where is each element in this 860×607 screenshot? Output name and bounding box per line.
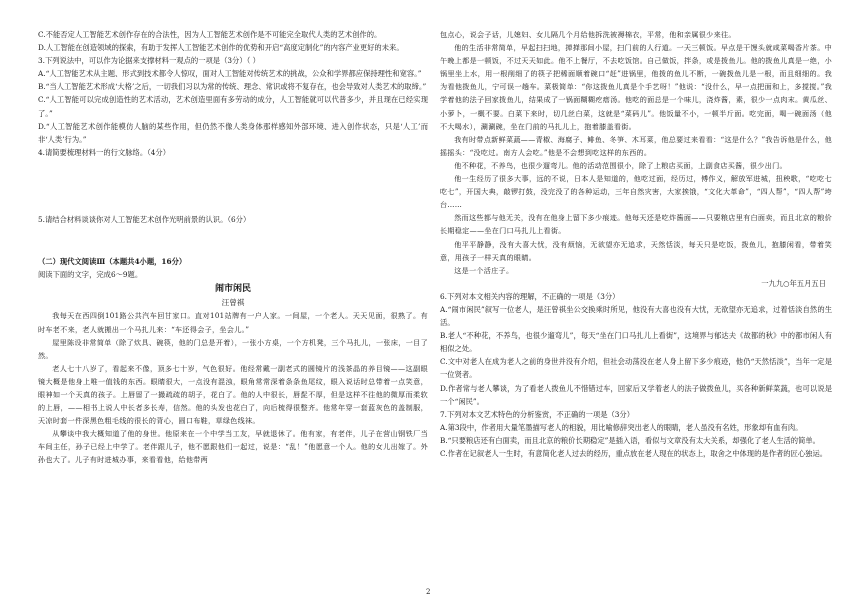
q3-option-d: D.“人工智能艺术创作能模仿人脑的某些作用，但仍然不像人类身体那样感知外部环境、进入创作状态，只是‘人工’而非‘人类’行为。”	[38, 121, 428, 144]
q6-option-a: A.“闹市闲民”叙写一位老人，是汪曾祺坐公交换乘时所见，他没有大喜也没有大忧，无欲望亦无追求，过着恬淡自然的生活。	[440, 304, 832, 328]
q7-option-c: C.作者在记叙老人一生时，有意简化老人过去的经历，重点放在老人现在的状态上，取舍之中体现的是作者的匠心独运。	[440, 449, 828, 458]
article-paragraph: 我每天在西四倒101路公共汽车回甘家口。直对101站牌有一户人家。一间屋，一个老人。天天见面，很熟了。有时车老不来，老人就搬出一个马扎儿来：“车还得会子，坐会儿。”	[38, 311, 428, 334]
q2-option-c: C.不能否定人工智能艺术创作存在的合法性，因为人工智能艺术创作是不可能完全取代人类的艺术创作的。	[38, 30, 382, 39]
article-paragraph: 包点心，说会子话，儿媳妇、女儿隔几个月给他拆洗被褥棉衣，平常，他和亲属很少来往。	[440, 30, 736, 39]
article-paragraph: 这是一个活庄子。	[454, 265, 514, 275]
q5-stem: 5.请结合材料谈谈你对人工智能艺术创作光明前景的认识。（6分）	[38, 214, 251, 224]
article-paragraph: 然而这些都与他无关，没有在他身上留下多少痕迹。他每天还是吃炸酱面——只要粮店里有白面卖，而且北京的粮价长期稳定——坐在门口马扎儿上看街。	[440, 213, 832, 236]
article-title: 闹市闲民	[214, 284, 251, 295]
answer-space-q4	[38, 159, 428, 213]
section-instruction: 阅读下面的文字，完成6～9题。	[38, 270, 143, 280]
article-paragraph: 从攀谈中我大概知道了他的身世。他原来在一个中学当工友，早就退休了。他有家，有老伴，儿子在营山钢铁厂当车间主任，孙子已经上中学了。老伴跟儿子，他不愿跟他们一起过，说是：“乱！”他愿意一个人。他的女儿出嫁了。外孙也大了。儿子有时进城办事，来看看他，给他带两	[38, 429, 428, 465]
article-date: 一九九○年五月五日	[761, 278, 826, 288]
left-column	[38, 28, 428, 467]
q6-option-b: B.老人“不种花，不养鸟，也很少遛弯儿”，每天“坐在门口马扎儿上看街”，这境界与郁达夫《故都的秋》中的都市闲人有相似之处。	[440, 331, 832, 354]
article-paragraph: 他不种花，不养鸟，也很少遛弯儿。他的活动范围很小，除了上粮店买面，上副食店买酱，很少出门。	[454, 160, 787, 170]
page-number: 2	[426, 588, 431, 596]
q6-stem: 6.下列对本文相关内容的理解，不正确的一项是（3分）	[440, 291, 620, 301]
q7-option-a: A.第3段中，作者用大量笔墨描写老人的相貌，用比喻修辞突出老人的眼睛，老人虽没有名姓，形象却有血有肉。	[440, 422, 803, 432]
article-paragraph: 他平平静静，没有大喜大忧，没有烦恼，无欲望亦无追求，天然恬淡，每天只是吃饭，拨鱼儿，抱膝闲看，带着笑意，用孩子一样天真的眼睛。	[440, 239, 832, 262]
q6-option-c: C.文中对老人在成为老人之前的身世并没有介绍，但社会动荡没在老人身上留下多少痕迹，他仍“天然恬淡”，当年一定是一位贤者。	[440, 357, 832, 380]
q3-option-b: B.“当人工智能艺术形成‘大格’之后，一切我们习以为常的传统、理念、常识或将不复存在，也会导致对人类艺术的取缔。”	[38, 82, 427, 92]
q7-option-b: B.“只要粮店还有白面卖，而且北京的粮价长期稳定”是插入语，看似与文章没有太大关系，却强化了老人生活的简单。	[440, 435, 820, 445]
article-paragraph: 他的生活非常简单，早起扫扫地，掸掸那间小屋，扫门前的人行道。一天三顿饭。早点是干馒头就咸菜喝香片茶。中午晚上都是一顿饭，不过天天如此。他不上餐厅，不去吃饭馆。自己做饭，拌条，或是拨鱼儿。他的拨鱼儿真是一绝，小锅里坐上水，用一根削细了的筷子把稀面顺着碗口“赶”进锅里，他拨的鱼儿不断，一碗拨鱼儿是一根，而且细细的。我为看他拨鱼儿，宁可误一趟车。菜极简单：“你这拨鱼儿真是个手艺呀！”他说：“没什么，早一点把面和上，多搅搅。”我学着他的法子回家拨鱼儿，结果成了一锅面糊糊疙瘩汤。他吃的面总是一个味儿，浇炸酱，素，很少一点肉末。黄瓜丝、小萝卜，一概不要。白菜下来时，切几丝白菜，这就是“菜码儿”。他饭量不小，一顿半斤面。吃完面，喝一碗面汤（他不大喝水），涮涮碗，坐在门前的马扎儿上，抱着膝盖看街。	[440, 43, 832, 131]
article-paragraph: 老人七十八岁了，看起来不像，顶多七十岁，气色很好。他经常戴一副老式的圆镜片的浅茶晶的养目镜——这副眼镜大概是他身上唯一值钱的东西。眼睛很大，一点没有混浊，眼角常常深着条条鱼尾纹，眼入说话时总带着一点笑意，眼神如一个天真的孩子。上唇留了一撮疏疏的胡子，花白了。他的人中很长，唇髭不厚，但是这样不往他的微厚而柔软的上唇，——相书上说人中长者多长寿，信然。他的头发也花白了，向后梳得很整齐。他常年穿一套蓝灰色的盖制服，天凉时套一件深黑色粗毛线的很长的背心，圆口布鞋，草绿色线袜。	[38, 363, 428, 426]
q3-option-c: C.“人工智能可以完成创造性的艺术活动，艺术创造里面有多劳动的成分，人工智能就可以代普多少，并且现在已经实现了。”	[38, 95, 428, 118]
answer-space-q5	[38, 226, 428, 253]
article-author: 汪曾祺	[221, 298, 245, 308]
section-heading: （二）现代文阅读Ⅲ（本题共4小题，16分）	[38, 257, 187, 267]
q4-stem: 4.请简要梳理材料一的行文脉络。（4分）	[38, 147, 171, 157]
article-paragraph: 屋里陈设非常简单（除了炊具、碗筷，他的门总是开着），一张小方桌，一个方机凳，三个马扎儿，一张床，一目了然。	[38, 337, 428, 360]
q6-option-d: D.作者常与老人攀谈，为了看老人拨鱼儿不惜错过车，回家后又学着老人的法子做拨鱼儿，买各种新鲜菜蔬，也可以说是一个“闲民”。	[440, 383, 832, 406]
q7-stem: 7.下列对本文艺术特色的分析鉴赏，不正确的一项是（3分）	[440, 409, 635, 419]
article-paragraph: 他一生经历了很多大事，远的不说，日本人是知道的，他吃过面，经历过，傅作义，解放军进城，扭秧歌，“吃吃七吃七”，开国大典，敲锣打鼓，没完没了的各种运动，三年自然灾害，大家挨饿，“文化大革命”，“四人帮”，“四人帮”垮台……	[440, 174, 832, 210]
article-paragraph: 我有时带点新鲜菜蔬——青椒、海腐子、鲱鱼、冬笋、木耳菜，他总要过来看看：“这是什么？”我告诉他是什么，他摇摇头：“没吃过。南方人会吃。”他是不会想到吃这样的东西的。	[440, 134, 832, 157]
right-column	[440, 28, 832, 460]
q3-option-a: A.“人工智能艺术从主题、形式到技术都令人惊叹，面对人工智能对传统艺术的挑战，公众和学界都应保持理性和宽容。”	[38, 69, 422, 79]
q2-option-d: D.人工智能在创造领域的探索，有助于发挥人工智能艺术创作的优势和开启“高度定制化”的内容产业更好的未来。	[38, 43, 404, 53]
q3-stem: 3.下列说法中，可以作为论据来支撑材料一观点的一项是（3分）（ ）	[38, 56, 260, 66]
